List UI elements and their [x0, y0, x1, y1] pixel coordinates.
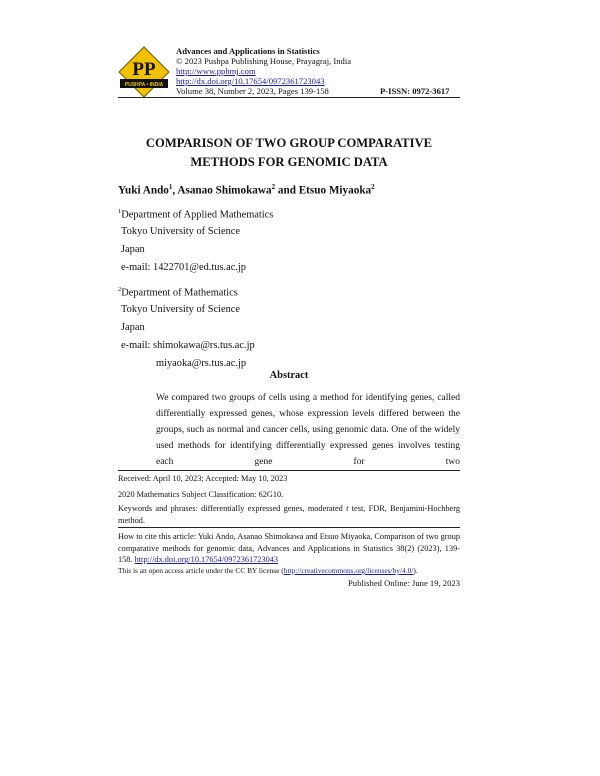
- journal-name: Advances and Applications in Statistics: [176, 46, 320, 56]
- doi-link[interactable]: http://dx.doi.org/10.17654/0972361723043: [176, 76, 325, 86]
- citation-divider: [118, 527, 460, 528]
- logo-monogram: PP: [132, 59, 156, 80]
- abstract-heading: Abstract: [269, 370, 309, 381]
- affiliation-2-email-1: e-mail: shimokawa@rs.tus.ac.jp: [121, 340, 255, 351]
- title-line-2: METHODS FOR GENOMIC DATA: [190, 155, 388, 169]
- keywords-italic-t: t: [346, 504, 349, 513]
- copyright-line: © 2023 Pushpa Publishing House, Prayagraj, India: [176, 56, 352, 66]
- keywords-text-end: test, FDR, Benjamini-Hochberg method.: [118, 504, 460, 525]
- affiliation-1-email: e-mail: 1422701@ed.tus.ac.jp: [121, 262, 246, 273]
- issn: P-ISSN: 0972-3617: [380, 86, 450, 96]
- affiliation-1-univ: Tokyo University of Science: [121, 226, 241, 237]
- journal-url-link[interactable]: http://www.pphmj.com: [176, 66, 256, 76]
- affiliation-1-dept-text: Department of Applied Mathematics: [121, 209, 274, 221]
- license-text: This is an open access article under the CC BY license (: [118, 566, 284, 575]
- header-divider: [118, 97, 460, 98]
- affiliation-2-univ: Tokyo University of Science: [121, 304, 241, 315]
- author-list: [118, 183, 375, 197]
- affiliation-2-dept: [118, 286, 238, 298]
- published-online: Published Online: June 19, 2023: [348, 578, 460, 588]
- affiliation-2-email-2: miyaoka@rs.tus.ac.jp: [156, 358, 247, 369]
- author-1: Yuki Ando: [118, 184, 169, 197]
- title-line-1: COMPARISON OF TWO GROUP COMPARATIVE: [145, 136, 433, 150]
- publisher-logo: [118, 46, 170, 98]
- msc-classification: 2020 Mathematics Subject Classification: 62G10.: [118, 490, 284, 499]
- affiliation-1-country: Japan: [121, 244, 145, 255]
- citation-block: [118, 531, 460, 566]
- abstract-text: We compared two groups of cells using a method for identifying genes, called differentially expressed genes, whose expression levels differed between the groups, such as normal and cancer cells, using genomic data. One of the widely used methods for identifying differentially expressed genes involves testing each gene for two: [156, 393, 460, 467]
- license-line: [118, 566, 418, 575]
- affiliation-2-marker: 2: [118, 286, 122, 293]
- author-2: Asanao Shimokawa: [177, 184, 272, 197]
- keywords-text: Keywords and phrases: differentially expressed genes, moderated: [118, 504, 347, 513]
- received-dates: Received: April 10, 2023; Accepted: May 10, 2023: [118, 474, 288, 483]
- keywords: [118, 503, 460, 526]
- author-separator: ,: [172, 184, 178, 197]
- author-1-affil: 1: [168, 183, 173, 191]
- footnote-divider: [118, 470, 460, 471]
- paper-title: [118, 134, 460, 172]
- author-3-affil: 2: [371, 183, 375, 191]
- volume-info: Volume 38, Number 2, 2023, Pages 139-158: [176, 86, 329, 96]
- author-separator: and: [275, 184, 299, 197]
- affiliation-1-dept: [118, 208, 273, 220]
- citation-doi-link[interactable]: http://dx.doi.org/10.17654/0972361723043: [134, 555, 279, 565]
- license-end: ).: [413, 566, 418, 575]
- author-2-affil: 2: [271, 183, 276, 191]
- license-link[interactable]: http://creativecommons.org/licenses/by/4.0/: [283, 566, 414, 575]
- affiliation-2-country: Japan: [121, 322, 145, 333]
- author-3: Etsuo Miyaoka: [298, 184, 372, 197]
- logo-banner: PUSHPA • INDIA: [124, 82, 164, 88]
- citation-text: How to cite this article: Yuki Ando, Asanao Shimokawa and Etsuo Miyaoka, Comparison of two group comparative methods for genomic data, Advances and Applications in Statistics 38(2) (2023), 139-158.: [118, 532, 460, 565]
- affiliation-1-marker: 1: [118, 208, 122, 215]
- affiliation-2-dept-text: Department of Mathematics: [121, 287, 238, 299]
